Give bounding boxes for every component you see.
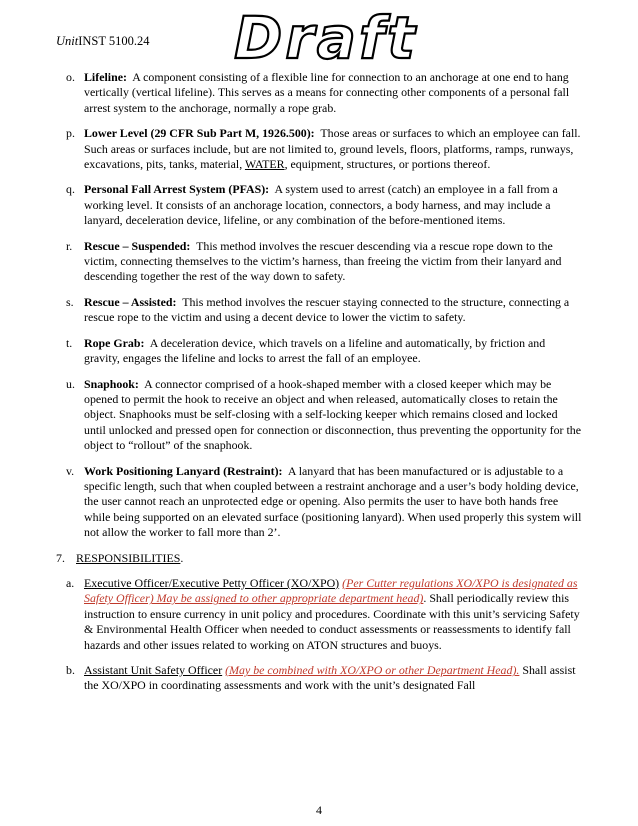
responsibility-xo-xpo xyxy=(56,576,582,653)
definition-pfas xyxy=(56,182,582,228)
responsibility-assistant-safety-officer xyxy=(56,663,582,694)
definition-text: A component consisting of a flexible line for connection to an anchorage at one end to hang vertically (vertical lifeline). This serves as a means for connecting other components of a personal fall arrest system to the anchorage, normally a rope grab. xyxy=(84,70,570,115)
draft-watermark xyxy=(212,8,440,68)
definition-text: A system used to arrest (catch) an employee in a fall from a working level. It consists of an anchorage location, connectors, a body harness, and may include a lanyard, deceleration device, lifeline, or any combination of the before-mentioned items. xyxy=(84,182,558,228)
section-number: 7. xyxy=(56,550,65,565)
definition-term: Rescue – Suspended: xyxy=(84,238,191,253)
definition-text: A connector comprised of a hook-shaped member with a closed keeper which may be opened to permit the hook to receive an object and when released, automatically closes to retain the object. Snaphooks must be self-closing with a self-locking keeper which remains closed and locked until unlocked and pressed open for connection or disconnection, thus preventing the opportunity for the object to “rollout” of the snaphook. xyxy=(84,376,581,453)
responsibility-label: a. xyxy=(66,575,75,590)
definition-label: u. xyxy=(66,376,75,391)
definition-text: Those areas or surfaces to which an employee can fall. Such areas or surfaces include, but are not limited to, ground levels, floors, platforms, ramps, runways, excavations, pits, tanks, material, xyxy=(84,126,581,172)
definition-label: r. xyxy=(66,238,73,253)
definition-rope-grab xyxy=(56,336,582,367)
definition-lower-level xyxy=(56,126,582,172)
responsibility-text: Shall assist the XO/XPO in coordinating assessments and work with the unit’s designated Fall xyxy=(84,663,576,693)
definition-term: Rescue – Assisted: xyxy=(84,294,177,309)
definition-term: Lower Level (29 CFR Sub Part M, 1926.500): xyxy=(84,126,315,141)
definition-term: Work Positioning Lanyard (Restraint): xyxy=(84,463,283,478)
definition-term: Personal Fall Arrest System (PFAS): xyxy=(84,182,270,197)
definition-lifeline xyxy=(56,70,582,116)
responsibility-text: . Shall periodically review this instruction to ensure currency in unit policy and procedures. Coordinate with this unit’s servicing Safety & Environmental Health Officer when needed to conduct assessments or reassessments to identify fall hazards and other issues related to working on ATON structures and buoys. xyxy=(84,591,580,652)
definition-rescue-assisted xyxy=(56,295,582,326)
definition-term: Rope Grab: xyxy=(84,335,145,350)
page-number: 4 xyxy=(316,803,322,817)
section-title: RESPONSIBILITIES xyxy=(76,550,181,565)
draft-watermark-graphic xyxy=(212,8,440,68)
definition-label: q. xyxy=(66,182,75,197)
header-instruction-number: INST 5100.24 xyxy=(78,34,150,48)
responsibility-note: (Per Cutter regulations XO/XPO is designated as Safety Officer) May be assigned to other appropriate department head) xyxy=(84,575,578,606)
definition-text: A deceleration device, which travels on a lifeline and automatically, by friction and gravity, engages the lifeline and locks to arrest the fall of an employee. xyxy=(84,335,546,366)
definition-text: This method involves the rescuer staying connected to the structure, connecting a rescue rope to the victim and using a decent device to lower the victim to safety. xyxy=(84,294,570,325)
definition-text: This method involves the rescuer descending via a rescue rope down to the victim, connecting themselves to the victim’s harness, than freeing the victim from their lanyard and descending together the rest of the way down to safety. xyxy=(84,238,562,284)
definition-rescue-suspended xyxy=(56,239,582,285)
definition-label: t. xyxy=(66,335,73,350)
document-body xyxy=(56,70,582,704)
responsibility-heading: Assistant Unit Safety Officer xyxy=(84,663,223,677)
responsibility-heading: Executive Officer/Executive Petty Officer (XO/XPO) xyxy=(84,575,340,590)
definition-snaphook xyxy=(56,377,582,454)
definition-label: v. xyxy=(66,463,75,478)
definition-label: o. xyxy=(66,70,75,84)
document-header xyxy=(56,34,150,49)
responsibility-note: (May be combined with XO/XPO or other Department Head). xyxy=(225,663,520,677)
definition-text: A lanyard that has been manufactured or is adjustable to a specific length, such that when coupled between a restraint anchorage and a user’s body holding device, the user cannot reach an unprotected edge or opening. Also permits the user to have both hands free while being supported on an elevated surface (positioning lanyard). When used properly this system will not allow the worker to fall more than 2’. xyxy=(84,463,582,540)
definition-text-after: , equipment, structures, or portions thereof. xyxy=(284,157,491,172)
definition-term: Snaphook: xyxy=(84,376,139,391)
draft-watermark-text: Draft xyxy=(234,8,418,68)
definition-label: p. xyxy=(66,126,75,141)
section-title-suffix: . xyxy=(180,550,184,565)
header-unit: Unit xyxy=(56,34,79,48)
definition-label: s. xyxy=(66,294,74,309)
section-responsibilities-heading xyxy=(56,551,582,566)
definition-term: Lifeline: xyxy=(84,70,127,84)
responsibility-label: b. xyxy=(66,663,75,677)
responsibilities-list xyxy=(56,576,582,694)
definition-underlined-text: WATER xyxy=(244,157,285,172)
definition-work-positioning-lanyard xyxy=(56,464,582,541)
